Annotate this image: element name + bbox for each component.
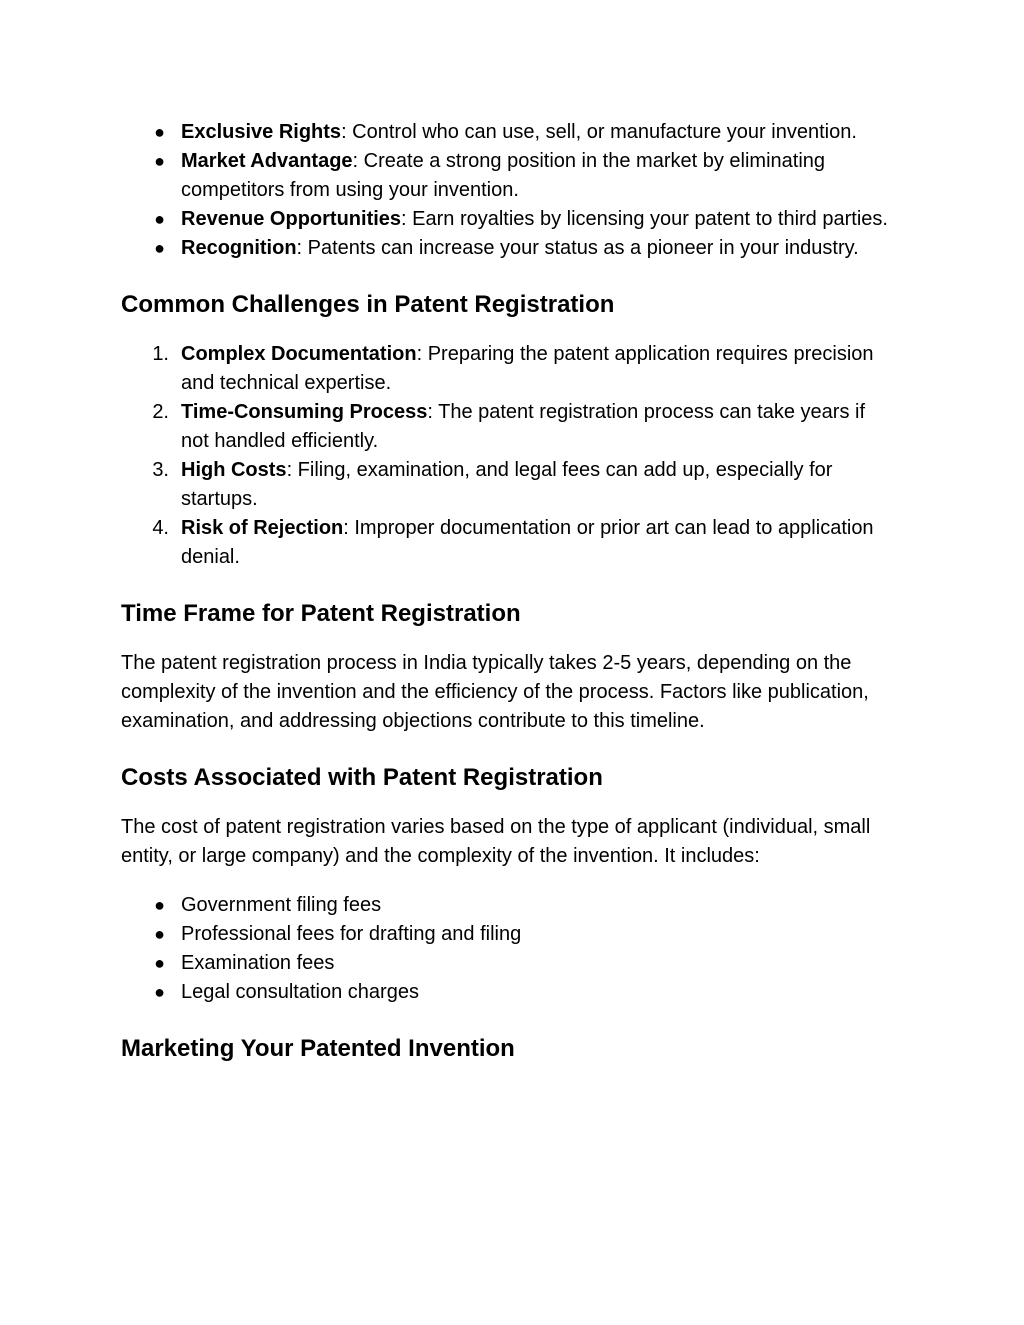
list-item [121, 118, 896, 147]
item-desc: : The patent registration process can take years if not handled efficiently. [181, 401, 865, 452]
marketing-heading: Marketing Your Patented Invention [121, 1035, 515, 1062]
time-frame-heading: Time Frame for Patent Registration [121, 600, 521, 627]
costs-list [121, 891, 896, 1007]
item-desc: : Create a strong position in the market by eliminating competitors from using your invention. [181, 150, 826, 201]
item-text: Examination fees [181, 952, 335, 974]
item-desc: : Preparing the patent application requires precision and technical expertise. [181, 343, 874, 394]
list-item [121, 949, 896, 978]
number-marker: 1. [152, 343, 169, 365]
list-item [121, 340, 896, 398]
bullet-marker: ● [154, 924, 165, 944]
item-text: Legal consultation charges [181, 981, 419, 1003]
item-text: Professional fees for drafting and filing [181, 923, 522, 945]
item-term: Recognition [181, 237, 297, 259]
item-term: Risk of Rejection [181, 517, 344, 539]
item-term: Exclusive Rights [181, 121, 342, 143]
number-marker: 4. [152, 517, 169, 539]
item-term: High Costs [181, 459, 287, 481]
item-desc: : Patents can increase your status as a pioneer in your industry. [296, 237, 859, 259]
bullet-marker: ● [154, 953, 165, 973]
costs-heading: Costs Associated with Patent Registration [121, 764, 603, 791]
item-text: Government filing fees [181, 894, 382, 916]
list-item [121, 920, 896, 949]
bullet-marker: ● [154, 209, 165, 229]
costs-paragraph: The cost of patent registration varies based on the type of applicant (individual, small entity, or large company) and the complexity of the invention. It includes: [121, 816, 871, 867]
list-item [121, 234, 896, 263]
bullet-marker: ● [154, 895, 165, 915]
list-item [121, 978, 896, 1007]
number-marker: 3. [152, 459, 169, 481]
bullet-marker: ● [154, 122, 165, 142]
bullet-marker: ● [154, 151, 165, 171]
list-item [121, 205, 896, 234]
challenges-list [121, 340, 896, 572]
number-marker: 2. [152, 401, 169, 423]
list-item [121, 514, 896, 572]
challenges-heading: Common Challenges in Patent Registration [121, 291, 615, 318]
item-term: Revenue Opportunities [181, 208, 402, 230]
list-item [121, 456, 896, 514]
item-desc: : Control who can use, sell, or manufacture your invention. [341, 121, 857, 143]
list-item [121, 891, 896, 920]
bullet-marker: ● [154, 982, 165, 1002]
item-desc: : Earn royalties by licensing your patent to third parties. [401, 208, 888, 230]
document-page [121, 118, 896, 1064]
time-frame-paragraph: The patent registration process in India typically takes 2-5 years, depending on the complexity of the invention and the efficiency of the process. Factors like publication, examination, and addressing objections contribute to this timeline. [121, 652, 869, 732]
item-term: Complex Documentation [181, 343, 417, 365]
item-desc: : Improper documentation or prior art can lead to application denial. [181, 517, 874, 568]
benefits-list [121, 118, 896, 263]
item-desc: : Filing, examination, and legal fees can add up, especially for startups. [181, 459, 833, 510]
item-term: Market Advantage [181, 150, 353, 172]
list-item [121, 147, 896, 205]
list-item [121, 398, 896, 456]
bullet-marker: ● [154, 238, 165, 258]
item-term: Time-Consuming Process [181, 401, 428, 423]
